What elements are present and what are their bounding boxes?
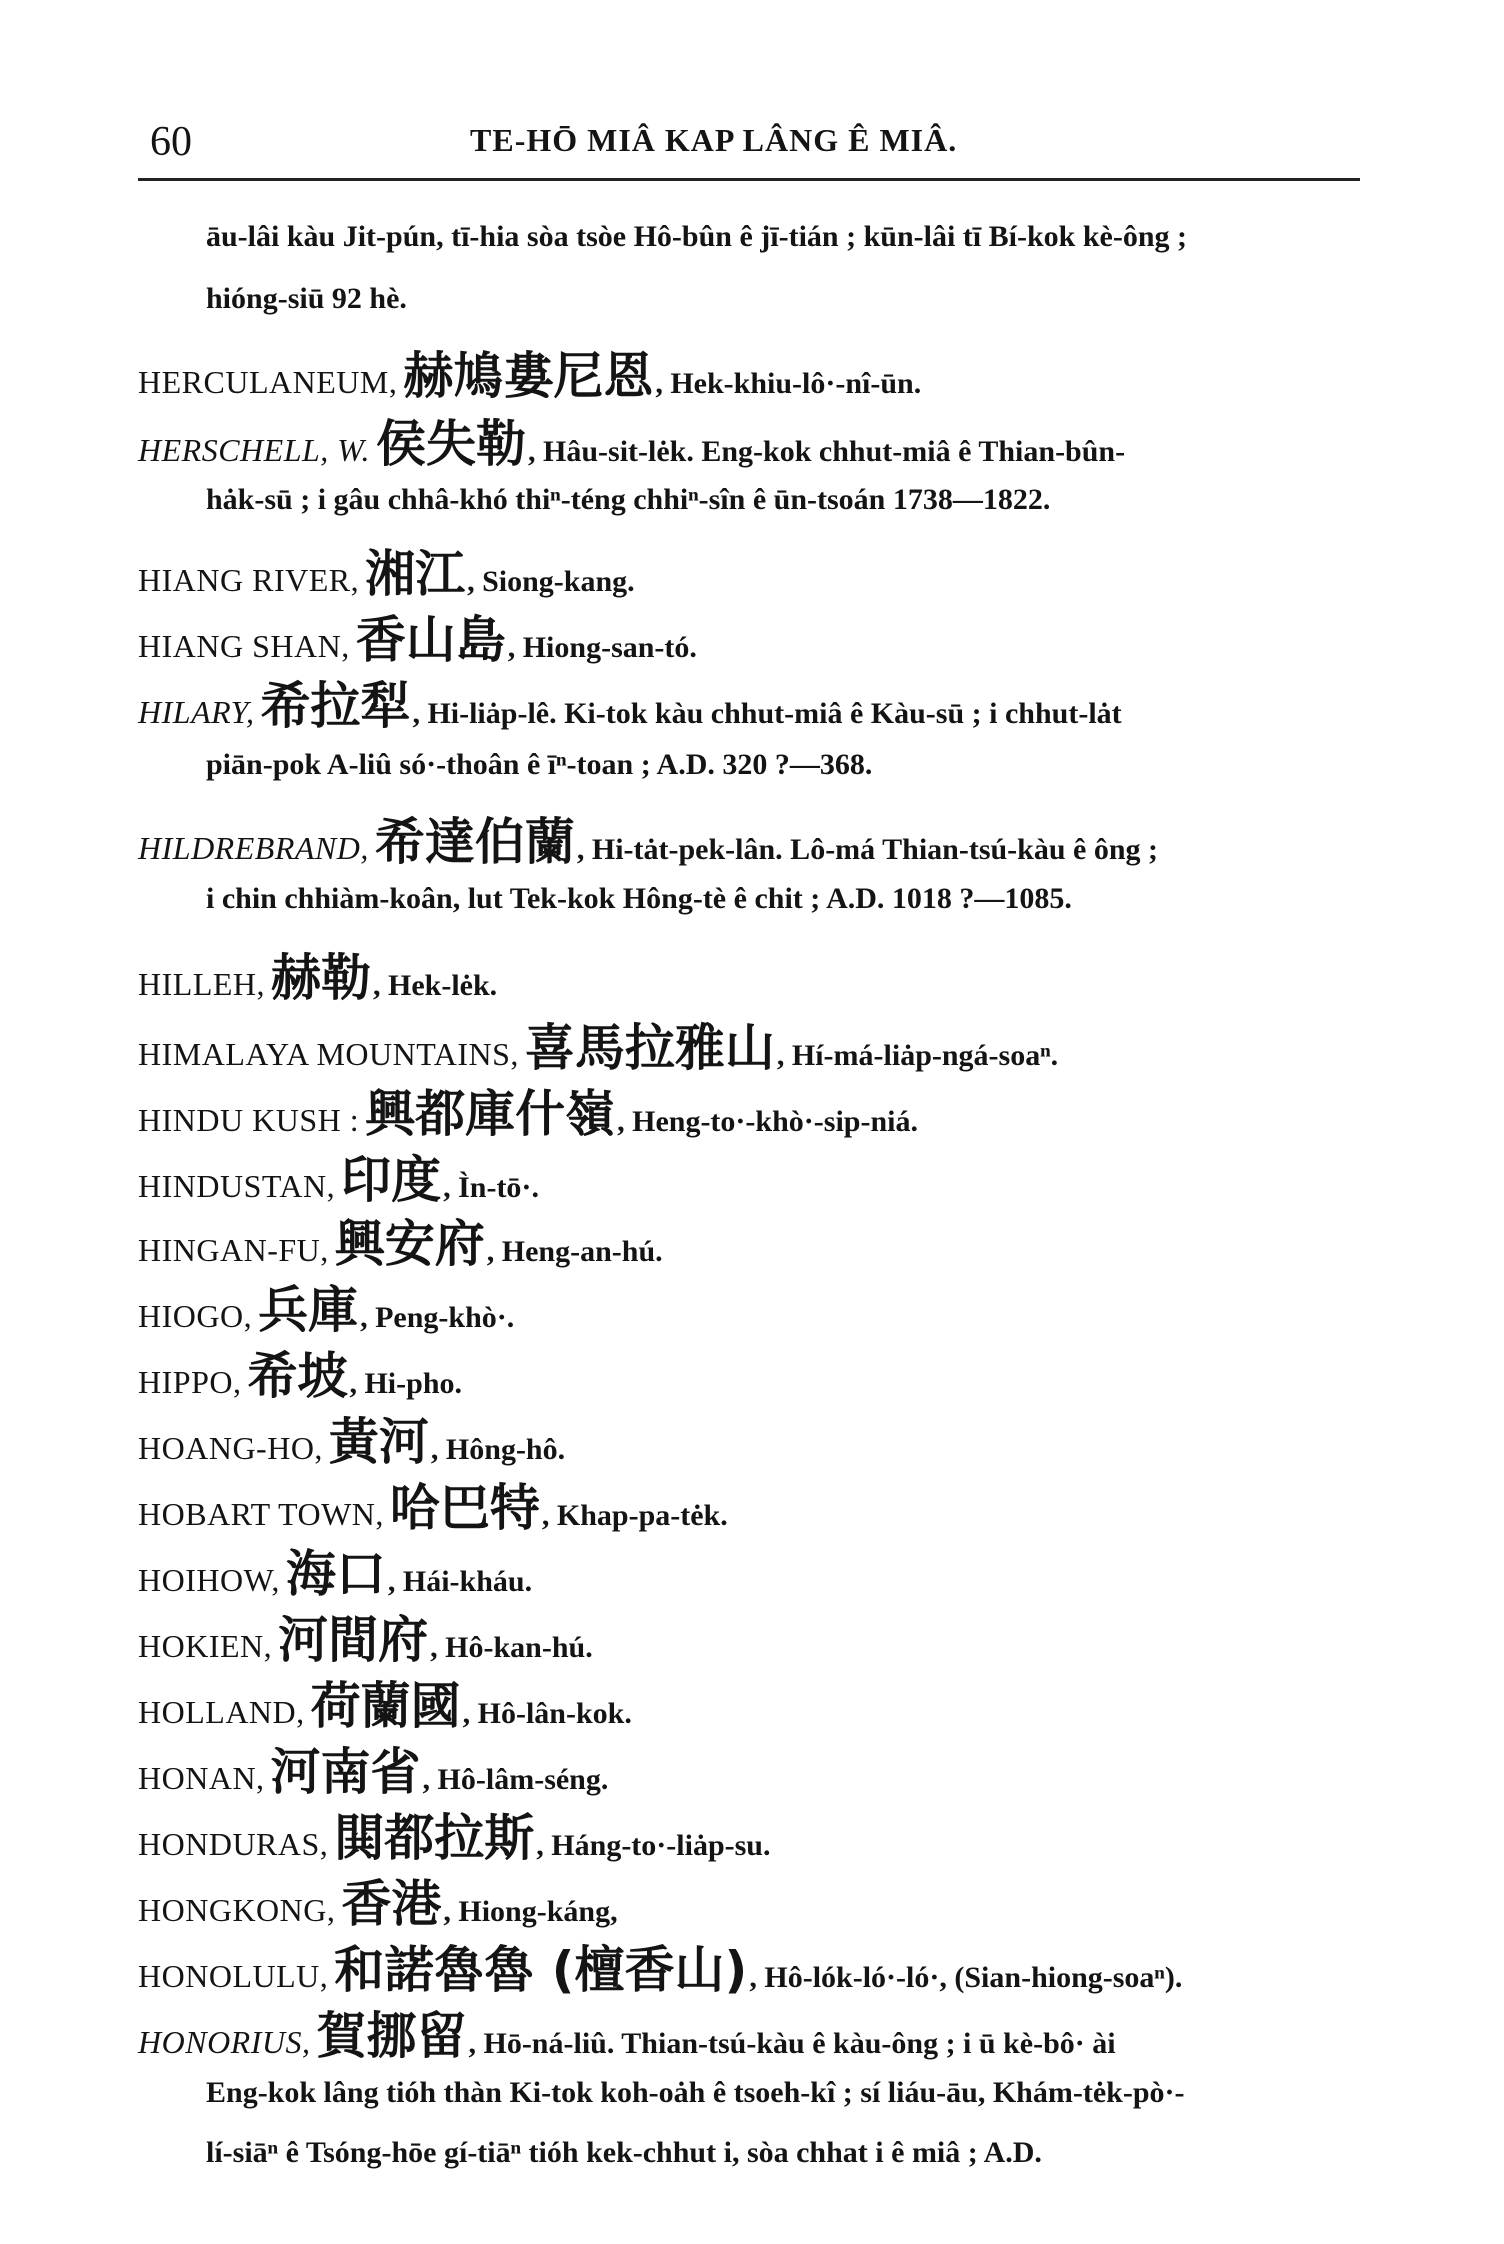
entry-chinese: 香港: [341, 1875, 442, 1933]
entry-hilleh: [138, 938, 1364, 1010]
entry-honorius: [138, 1996, 1364, 2068]
entry-romanization: , Heng-to·-khò·-sip-niá.: [617, 1105, 918, 1138]
continuation-line-1: āu-lâi kàu Jit-pún, tī-hia sòa tsòe Hô-bûn ê jī-tián ; kūn-lâi tī Bí-kok kè-ông ;: [206, 220, 1187, 253]
entry-romanization: , Ìn-tō·.: [443, 1171, 539, 1204]
entry-hilary: [138, 666, 1364, 738]
entry-chinese: 喜馬拉雅山: [524, 1019, 775, 1077]
entry-hoang-ho: [138, 1402, 1364, 1474]
entry-romanization: , Siong-kang.: [467, 565, 635, 598]
entry-chinese: 興都庫什嶺: [365, 1085, 616, 1143]
entry-honduras: [138, 1798, 1364, 1870]
entry-hindu-kush: [138, 1074, 1364, 1146]
entry-headword: HOANG-HO,: [138, 1430, 323, 1466]
entry-hiogo: [138, 1270, 1364, 1342]
entry-chinese: 兵庫: [258, 1281, 359, 1339]
entry-hildrebrand: [138, 802, 1364, 874]
entry-romanization: , Hô-lâm-séng.: [422, 1763, 609, 1796]
entry-hiang-river: [138, 534, 1364, 606]
entry-chinese: 赫鳩婁尼恩: [403, 347, 654, 405]
entry-headword: HONAN,: [138, 1760, 265, 1796]
entry-honorius-continuation-2: lí-siāⁿ ê Tsóng-hōe gí-tiāⁿ tióh kek-chhut i, sòa chhat i ê miâ ; A.D.: [206, 2136, 1042, 2169]
entry-chinese: 香山島: [355, 611, 506, 669]
entry-headword: HONOLULU,: [138, 1958, 329, 1994]
entry-chinese: 海口: [285, 1545, 386, 1603]
entry-headword: HOBART TOWN,: [138, 1496, 384, 1532]
running-title: TE-HŌ MIÂ KAP LÂNG Ê MIÂ.: [470, 122, 958, 158]
page-number: 60: [150, 119, 192, 165]
entry-headword: HOKIEN,: [138, 1628, 273, 1664]
entry-headword: HONORIUS,: [138, 2024, 311, 2060]
entry-hongkong: [138, 1864, 1364, 1936]
entry-headword: HIPPO,: [138, 1364, 242, 1400]
entry-herschell-continuation: hȧk-sū ; i gâu chhâ-khó thiⁿ-téng chhiⁿ-sîn ê ūn-tsoán 1738—1822.: [206, 483, 1051, 516]
entry-hoihow: [138, 1534, 1364, 1606]
entry-hingan-fu: [138, 1204, 1364, 1276]
entry-romanization: , Khap-pa-tėk.: [541, 1499, 728, 1532]
entry-romanization: , Hí-má-liȧp-ngá-soaⁿ.: [776, 1039, 1059, 1072]
header-rule: [138, 178, 1360, 181]
entry-honan: [138, 1732, 1364, 1804]
entry-romanization: , Hi-pho.: [349, 1367, 462, 1400]
entry-romanization: , Hông-hô.: [430, 1433, 566, 1466]
entry-hindustan: [138, 1140, 1364, 1212]
entry-chinese: 印度: [341, 1151, 442, 1209]
entry-headword: HILARY,: [138, 694, 255, 730]
entry-hobart-town: [138, 1468, 1364, 1540]
entry-romanization: , Heng-an-hú.: [486, 1235, 663, 1268]
entry-headword: HONGKONG,: [138, 1892, 336, 1928]
entry-hokien: [138, 1600, 1364, 1672]
entry-headword: HIANG RIVER,: [138, 562, 360, 598]
entry-chinese: 哈巴特: [389, 1479, 540, 1537]
entry-chinese: 和諾魯魯 (檀香山): [334, 1941, 748, 1999]
entry-honolulu: [138, 1930, 1364, 2002]
entry-chinese: 黃河: [328, 1413, 429, 1471]
entry-herculaneum: [138, 336, 1364, 408]
entry-headword: HILDREBRAND,: [138, 830, 369, 866]
entry-chinese: 希拉犁: [260, 677, 411, 735]
entry-chinese: 希坡: [247, 1347, 348, 1405]
entry-headword: HOLLAND,: [138, 1694, 305, 1730]
entry-headword: HERSCHELL, W.: [138, 432, 371, 468]
entry-herschell: [138, 404, 1364, 476]
entry-hilary-continuation: piān-pok A-liû só·-thoân ê īⁿ-toan ; A.D. 320 ?—368.: [206, 748, 873, 781]
entry-honorius-continuation-1: Eng-kok lâng tióh thàn Ki-tok koh-oȧh ê tsoeh-kî ; sí liáu-āu, Khám-tėk-pò·-: [206, 2076, 1185, 2109]
entry-romanization: , Hō-ná-liû. Thian-tsú-kàu ê kàu-ông ; i ū kè-bô· ài: [468, 2027, 1116, 2060]
entry-headword: HINGAN-FU,: [138, 1232, 329, 1268]
entry-headword: HIANG SHAN,: [138, 628, 350, 664]
entry-chinese: 興安府: [334, 1215, 485, 1273]
entry-chinese: 賀挪留: [316, 2007, 467, 2065]
entry-romanization: , Hek-lėk.: [373, 969, 498, 1002]
entry-romanization: , Hô-kan-hú.: [430, 1631, 593, 1664]
entry-headword: HIOGO,: [138, 1298, 253, 1334]
entry-romanization: , Hô-lók-ló·-ló·, (Sian-hiong-soaⁿ).: [749, 1961, 1183, 1994]
entry-chinese: 河間府: [278, 1611, 429, 1669]
entry-himalaya: [138, 1008, 1364, 1080]
entry-chinese: 湘江: [365, 545, 466, 603]
entry-romanization: , Hiong-san-tó.: [507, 631, 697, 664]
continuation-line-2: hióng-siū 92 hè.: [206, 282, 407, 315]
entry-chinese: 希達伯蘭: [374, 813, 575, 871]
entry-hippo: [138, 1336, 1364, 1408]
entry-romanization: , Hek-khiu-lô·-nî-ūn.: [655, 367, 922, 400]
entry-romanization: , Peng-khò·.: [360, 1301, 515, 1334]
entry-headword: HIMALAYA MOUNTAINS,: [138, 1036, 519, 1072]
entry-headword: HINDUSTAN,: [138, 1168, 336, 1204]
entry-romanization: , Hiong-káng,: [443, 1895, 618, 1928]
entry-romanization: , Hái-kháu.: [387, 1565, 533, 1598]
entry-chinese: 閧都拉斯: [334, 1809, 535, 1867]
entry-headword: HINDU KUSH :: [138, 1102, 360, 1138]
entry-headword: HOIHOW,: [138, 1562, 280, 1598]
entry-headword: HERCULANEUM,: [138, 364, 398, 400]
entry-hildrebrand-continuation: i chin chhiàm-koân, lut Tek-kok Hông-tè ê chit ; A.D. 1018 ?—1085.: [206, 882, 1072, 915]
entry-romanization: , Hâu-sit-lėk. Eng-kok chhut-miâ ê Thian-bûn-: [528, 435, 1126, 468]
entry-chinese: 侯失勒: [376, 415, 527, 473]
entry-romanization: , Hi-liȧp-lê. Ki-tok kàu chhut-miâ ê Kàu-sū ; i chhut-lȧt: [412, 697, 1122, 730]
entry-headword: HILLEH,: [138, 966, 266, 1002]
entry-romanization: , Hô-lân-kok.: [462, 1697, 632, 1730]
entry-romanization: , Hi-tȧt-pek-lân. Lô-má Thian-tsú-kàu ê ông ;: [576, 833, 1159, 866]
entry-chinese: 赫勒: [271, 949, 372, 1007]
entry-holland: [138, 1666, 1364, 1738]
entry-romanization: , Háng-to·-liȧp-su.: [536, 1829, 771, 1862]
entry-headword: HONDURAS,: [138, 1826, 329, 1862]
entry-hiang-shan: [138, 600, 1364, 672]
entry-chinese: 河南省: [270, 1743, 421, 1801]
entry-chinese: 荷蘭國: [310, 1677, 461, 1735]
